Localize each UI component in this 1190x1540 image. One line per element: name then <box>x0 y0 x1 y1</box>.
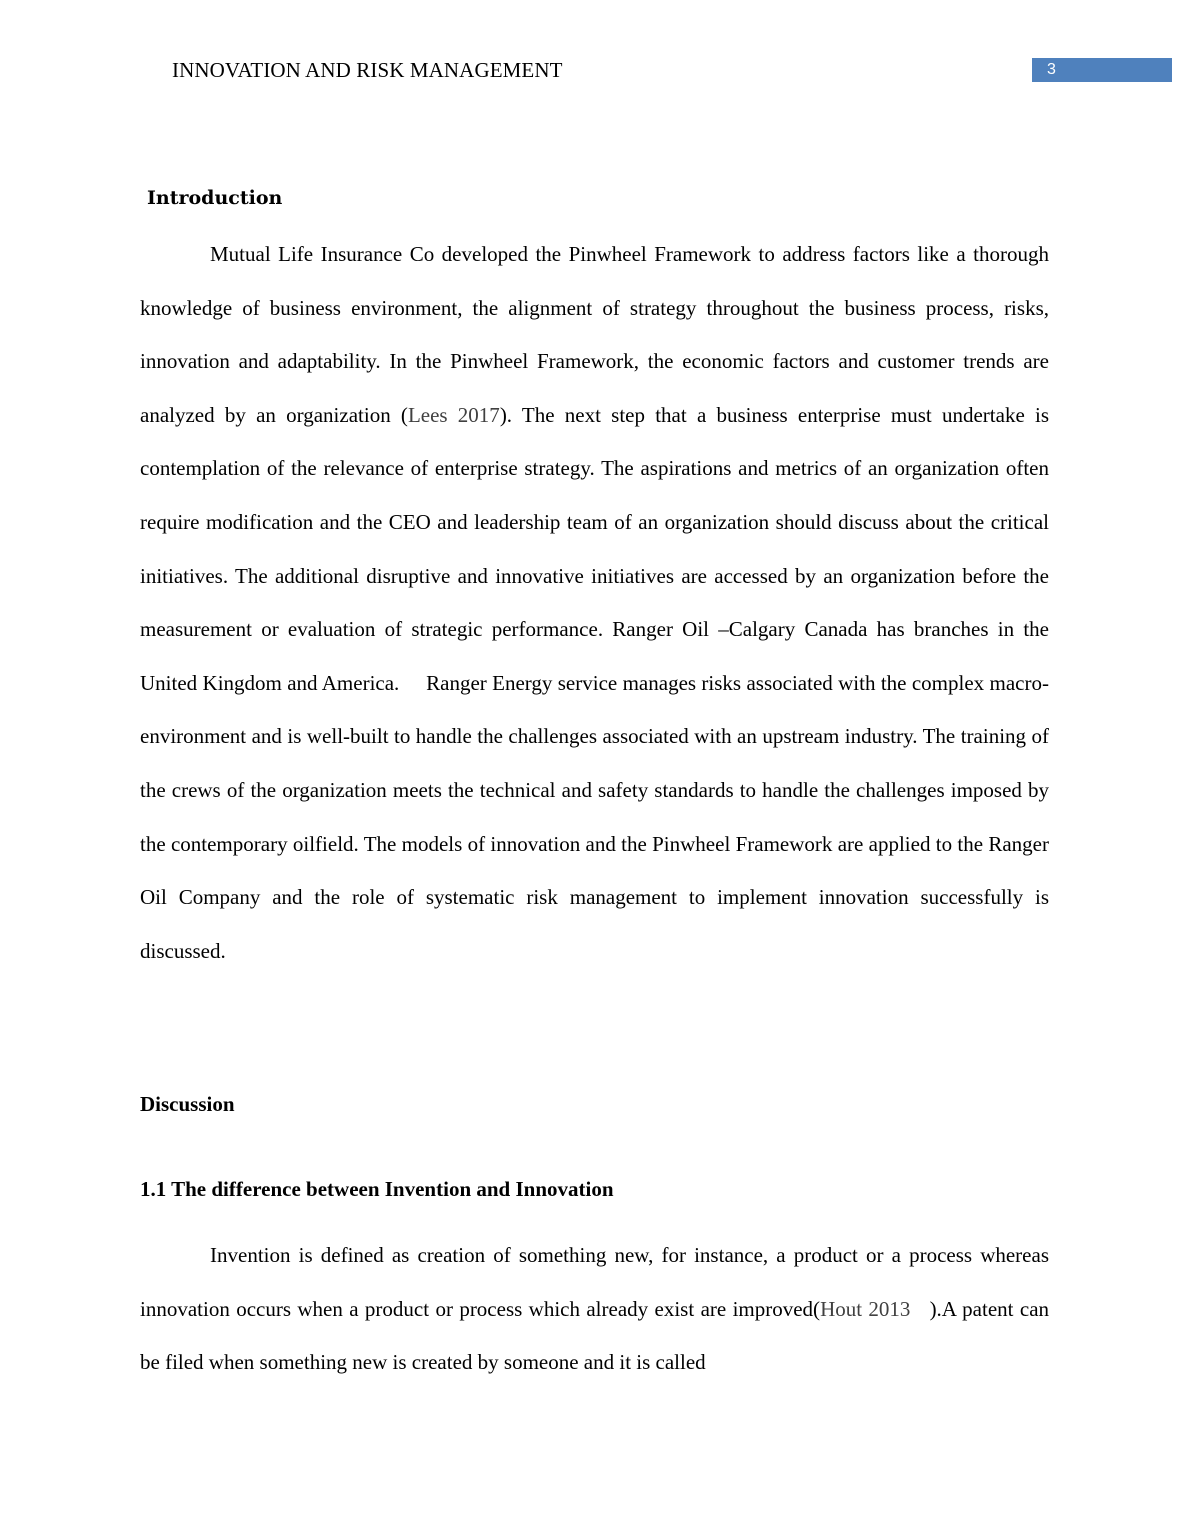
subsection-heading: 1.1 The difference between Invention and Innovation <box>140 1177 614 1201</box>
citation: Lees 2017 <box>407 402 500 427</box>
paragraph-text: Invention is defined as creation of something new, for instance, a product or a process whereas innovation occurs when a product or process which already exist are improved( <box>140 1243 1049 1321</box>
header-title: INNOVATION AND RISK MANAGEMENT <box>172 58 563 82</box>
citation: Hout 2013 <box>820 1296 930 1321</box>
discussion-heading: Discussion <box>140 1092 235 1116</box>
paragraph-text: Mutual Life Insurance Co developed the Pinwheel Framework to address factors like a thorough knowledge of business environment, the alignment of strategy throughout the business process, risks, innovation and adaptability. In the Pinwheel Framework, the economic factors and customer trends are analyzed by an organization ( <box>140 242 1049 427</box>
paragraph-text: ). The next step that a business enterprise must undertake is contemplation of the relevance of enterprise strategy. The aspirations and metrics of an organization often require modification and the CEO and leadership team of an organization should discuss about the critical initiatives. The additional disruptive and innovative initiatives are accessed by an organization before the measurement or evaluation of strategic performance. Ranger Oil –Calgary Canada has branches in the United Kingdom and America. Ranger Energy service manages risks associated with the complex macro-environment and is well-built to handle the challenges associated with an upstream industry. The training of the crews of the organization meets the technical and safety standards to handle the challenges imposed by the contemporary oilfield. The models of innovation and the Pinwheel Framework are applied to the Ranger Oil Company and the role of systematic risk management to implement innovation successfully is discussed. <box>140 402 1049 963</box>
introduction-heading: Introduction <box>147 187 283 209</box>
paragraph-text: ).A patent can be filed when something new is created by someone and it is called <box>140 1296 1050 1375</box>
page-number-badge: 3 <box>1032 58 1172 82</box>
introduction-paragraph <box>140 228 1049 978</box>
discussion-paragraph <box>140 1229 1049 1390</box>
